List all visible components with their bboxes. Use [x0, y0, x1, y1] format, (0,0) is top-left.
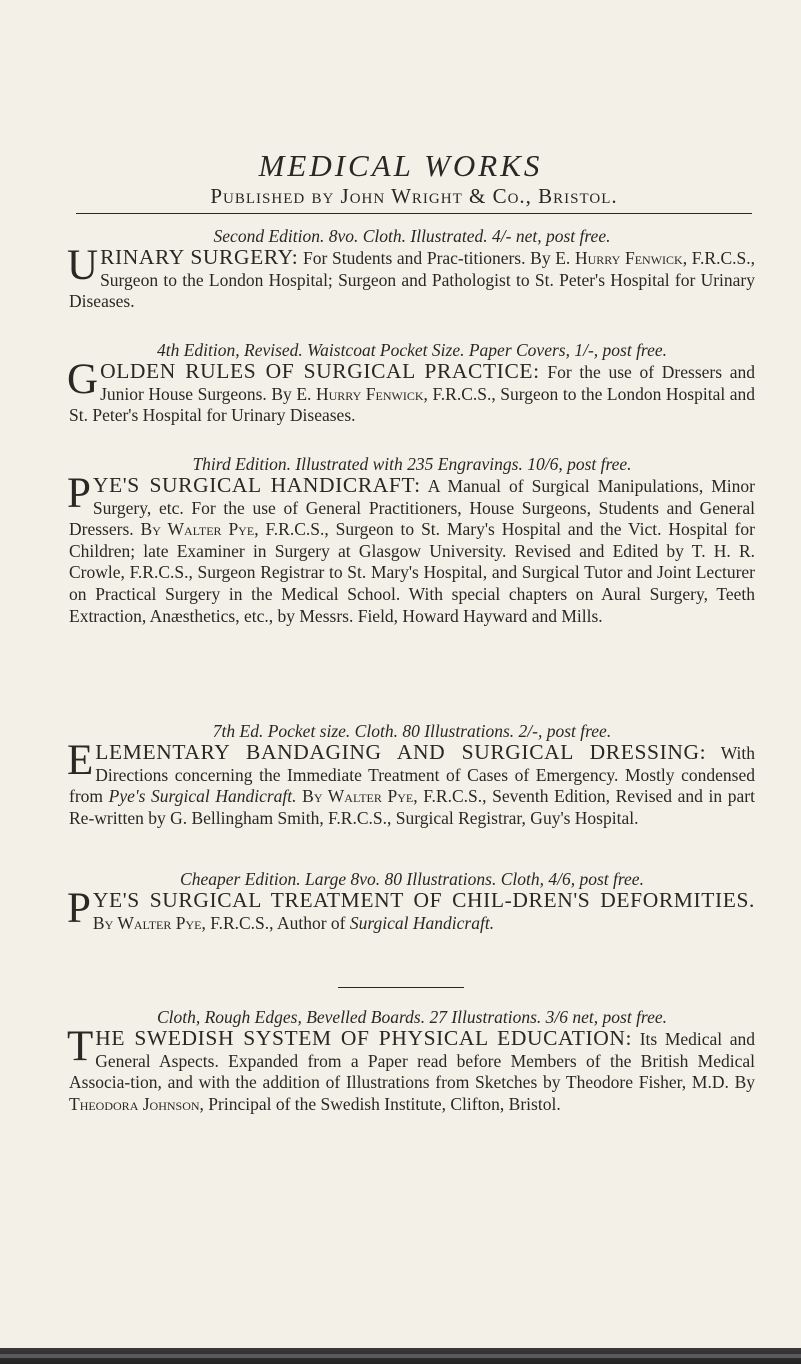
book-entry-golden-rules	[69, 339, 755, 427]
book-entry-swedish-system	[69, 1006, 755, 1115]
book-title: YE'S SURGICAL TREATMENT OF CHIL-DREN'S DEFORMITIES.	[92, 888, 755, 912]
author-name: By Walter Pye	[302, 786, 414, 807]
publisher-line: Published by John Wright & Co., Bristol.	[76, 184, 752, 214]
book-entry-urinary-surgery	[69, 225, 755, 313]
author-name: Theodora Johnson	[69, 1093, 200, 1114]
initial-letter: T	[67, 1023, 94, 1070]
book-reference: Surgical Handicraft.	[349, 912, 495, 933]
entry-text	[67, 356, 756, 427]
author-name: Hurry Fenwick	[315, 383, 424, 404]
description: With Directions concerning the Immediate Treatment of Cases of Emergency. Mostly condensed from	[69, 743, 755, 807]
description-tail: , Principal of the Swedish Institute, Clifton, Bristol.	[199, 1093, 561, 1114]
edition-line: Cheaper Edition. Large 8vo. 80 Illustrations. Cloth, 4/6, post free.	[180, 869, 644, 889]
edition-line: Second Edition. 8vo. Cloth. Illustrated. 4/- net, post free.	[213, 226, 611, 246]
book-title: YE'S SURGICAL HANDICRAFT:	[92, 473, 421, 497]
book-entry-childrens-deformities	[69, 868, 755, 934]
initial-letter: G	[67, 356, 99, 403]
initial-letter: P	[67, 470, 91, 517]
author-name: By Walter Pye	[140, 519, 255, 540]
author-name: Hurry Fenwick	[574, 248, 683, 268]
section-divider	[338, 987, 464, 988]
edition-line: 4th Edition, Revised. Waistcoat Pocket Size. Paper Covers, 1/-, post free.	[157, 340, 667, 360]
edition-line: 7th Ed. Pocket size. Cloth. 80 Illustrations. 2/-, post free.	[212, 721, 612, 741]
description: For the use of Dressers and Junior House Surgeons. By E.	[100, 362, 755, 404]
initial-letter: E	[67, 737, 94, 784]
description: Its Medical and General Aspects. Expanded from a Paper read before Members of the British Medical Associa-tion, and with the addition of Illustrations from Sketches by Theodore Fisher, M.D. By	[69, 1029, 756, 1093]
entry-text	[67, 737, 755, 829]
book-title: LEMENTARY BANDAGING AND SURGICAL DRESSING:	[95, 740, 707, 764]
edition-line: Cloth, Rough Edges, Bevelled Boards. 27 Illustrations. 3/6 net, post free.	[156, 1007, 668, 1027]
description-tail: , F.R.C.S., Surgeon to the London Hospital and St. Peter's Hospital for Urinary Diseases.	[69, 383, 756, 426]
entry-text	[67, 1023, 756, 1115]
book-entry-surgical-handicraft	[69, 453, 755, 627]
page-edge-stripe	[0, 1354, 801, 1358]
book-title: HE SWEDISH SYSTEM OF PHYSICAL EDUCATION:	[95, 1026, 633, 1050]
initial-letter: U	[67, 242, 99, 289]
initial-letter: P	[67, 885, 91, 932]
edition-line: Third Edition. Illustrated with 235 Engravings. 10/6, post free.	[192, 454, 632, 474]
description: A Manual of Surgical Manipulations, Minor Surgery, etc. For the use of General Practitioners, House Surgeons, Students and General Dressers.	[69, 476, 755, 540]
entry-text	[67, 885, 755, 934]
description: For Students and Prac-titioners. By E.	[303, 248, 571, 268]
page-heading: MEDICAL WORKS	[258, 148, 543, 183]
book-title: OLDEN RULES OF SURGICAL PRACTICE:	[100, 359, 540, 383]
book-reference: Pye's Surgical Handicraft.	[108, 786, 297, 807]
book-entry-elementary-bandaging	[69, 720, 755, 829]
entry-text	[67, 470, 756, 627]
description-tail: , F.R.C.S., Surgeon to the London Hospital; Surgeon and Pathologist to St. Peter's Hospital for Urinary Diseases.	[69, 248, 756, 312]
entry-text	[67, 242, 756, 313]
description-tail: , F.R.C.S., Author of	[201, 912, 346, 933]
book-title: RINARY SURGERY:	[100, 245, 299, 269]
description-tail: , F.R.C.S., Seventh Edition, Revised and in part Re-written by G. Bellingham Smith, F.R.C.S., Surgical Registrar, Guy's Hospital.	[69, 786, 755, 828]
author-name: By Walter Pye	[92, 912, 202, 933]
description-tail: , F.R.C.S., Surgeon to St. Mary's Hospital and the Vict. Hospital for Children; late Examiner in Surgery at Glasgow University. Revised and Edited by T. H. R. Crowle, F.R.C.S., Surgeon Registrar to St. Mary's Hospital, and Surgical Tutor and Joint Lecturer on Practical Surgery in the Medical School. With special chapters on Aural Surgery, Teeth Extraction, Anæsthetics, etc., by Messrs. Field, Howard Hayward and Mills.	[69, 519, 756, 626]
